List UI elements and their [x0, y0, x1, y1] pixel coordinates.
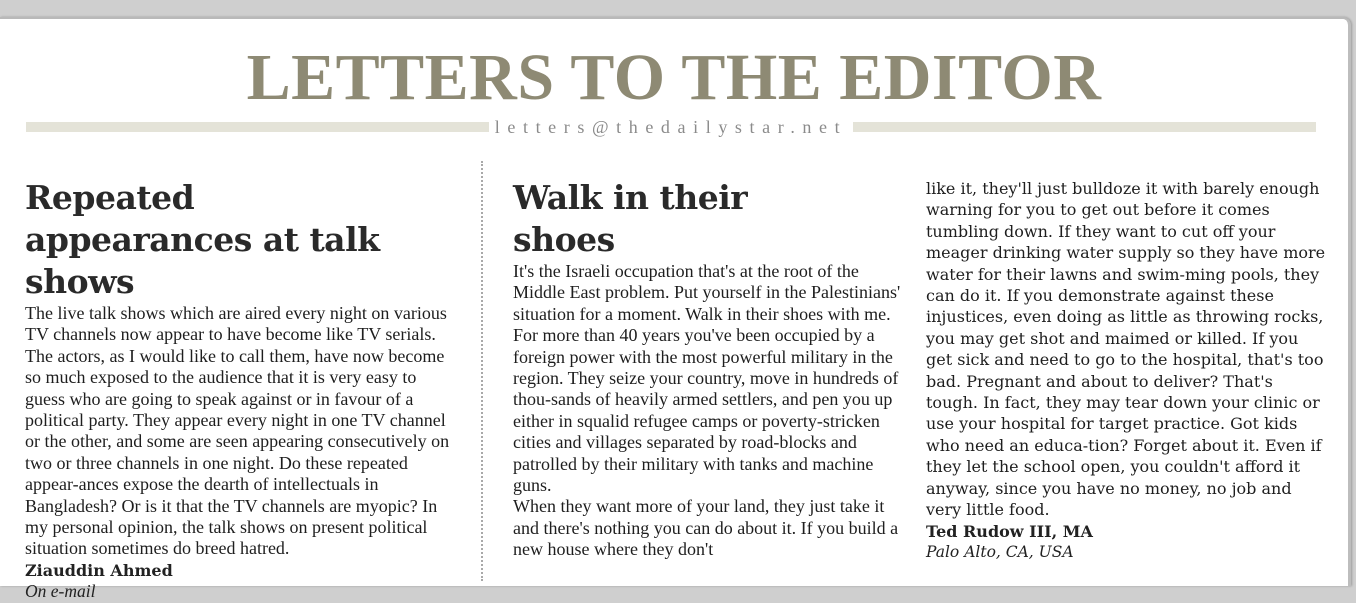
- letter-walk-in-their-shoes-continued: [926, 178, 1326, 563]
- letter-walk-in-their-shoes: [513, 177, 906, 561]
- editor-email: letters@thedailystar.net: [494, 117, 848, 137]
- section-title: LETTERS TO THE EDITOR: [246, 41, 1102, 114]
- rule-bar-right: [853, 122, 1316, 132]
- letter-body: [25, 303, 455, 560]
- letter-paragraph: The live talk shows which are aired every night on various TV channels now appear to have become like TV serials. The actors, as I would like to call them, have now become so much exposed to the audience that it is very easy to guess who are going to speak against or in favour of a political party. They appear every night in one TV channel or the other, and some are seen appearing consecutively on two or three channels in one night. Do these repeated appear-ances expose the dearth of intellectuals in Bangladesh? Or is it that the TV channels are myopic? In my personal opinion, the talk shows on present political situation sometimes do breed hatred.: [25, 303, 450, 559]
- letter-location: Palo Alto, CA, USA: [926, 542, 1074, 561]
- masthead-rule: [26, 119, 1316, 135]
- letter-location: On e-mail: [25, 581, 96, 602]
- rule-bar-left: [26, 122, 489, 132]
- letter-author: Ziauddin Ahmed: [25, 560, 173, 580]
- letter-talk-shows: [25, 177, 455, 603]
- letter-paragraph: When they want more of your land, they just take it and there's nothing you can do about it. If you build a new house where they don't: [513, 496, 899, 560]
- letter-paragraph: like it, they'll just bulldoze it with barely enough warning for you to get out before it comes tumbling down. If they want to cut off your meager drinking water supply so they have more water for their lawns and swim-ming pools, they can do it. If you demonstrate against these injustices, even doing as little as throwing rocks, you may get shot and maimed or killed. If you get sick and need to go to the hospital, that's too bad. Pregnant and about to deliver? That's tough. In fact, they may tear down your clinic or use your hospital for target practice. Got kids who need an educa-tion? Forget about it. Even if they let the school open, you couldn't afford it anyway, since you have no money, no job and very little food.: [926, 179, 1326, 520]
- letter-headline: Walk in their shoes: [513, 178, 748, 259]
- newspaper-page: [0, 17, 1351, 602]
- letter-body-continued: [926, 178, 1326, 521]
- letter-headline: Repeated appearances at talk shows: [25, 178, 380, 301]
- column-divider: [481, 161, 483, 581]
- letter-author: Ted Rudow III, MA: [926, 521, 1093, 541]
- letter-paragraph: It's the Israeli occupation that's at the root of the Middle East problem. Put yourself in the Palestinians' situation for a moment. Walk in their shoes with me. For more than 40 years you've been occupied by a foreign power with the most powerful military in the region. They seize your country, move in hundreds of thou-sands of heavily armed settlers, and pen you up either in squalid refugee camps or poverty-stricken cities and villages separated by road-blocks and patrolled by their military with tanks and machine guns.: [513, 261, 901, 496]
- letter-body: [513, 261, 906, 561]
